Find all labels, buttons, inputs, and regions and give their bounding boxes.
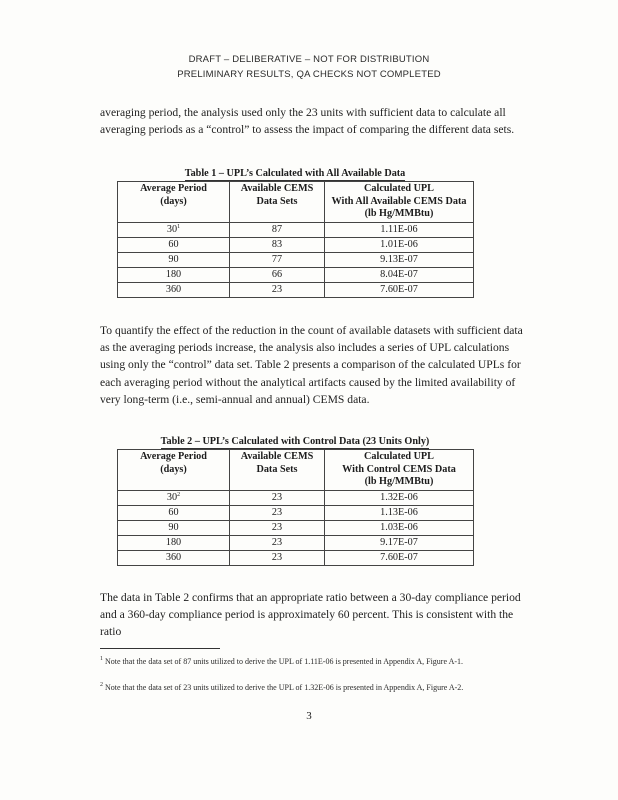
table-cell-sets: 83 [230,237,325,252]
page-number: 3 [306,710,312,722]
table-1-header-period: Average Period (days) [118,182,230,223]
table-cell-sets: 77 [230,252,325,267]
table-cell-upl: 9.13E-07 [325,252,474,267]
header-line-1: DRAFT – DELIBERATIVE – NOT FOR DISTRIBUTION [188,54,430,65]
table-row [118,237,474,252]
paragraph-2: To quantify the effect of the reduction in the count of available datasets with sufficient data as the averaging periods increase, the analysis also includes a series of UPL calculations using only the “control” data set. Table 2 presents a comparison of the calculated UPLs for each averaging period without the analytical artifacts caused by the limited availability of very long-term (i.e., semi-annual and annual) CEMS data. [100,324,523,406]
table-row [118,267,474,282]
footnote-1-marker: 1 [100,656,103,662]
table-cell-upl: 8.04E-07 [325,267,474,282]
table-cell-sets: 87 [230,222,325,237]
table-row [118,520,474,535]
table-cell-upl: 1.13E-06 [325,505,474,520]
table-cell-period: 60 [118,505,230,520]
table-2-header-upl: Calculated UPL With Control CEMS Data (lb Hg/MMBtu) [325,450,474,491]
table-cell-sets: 23 [230,282,325,297]
document-header [0,52,618,82]
table-row [118,282,474,297]
table-cell-sets: 23 [230,535,325,550]
table-cell-upl: 1.32E-06 [325,490,474,505]
table-cell-sets: 23 [230,490,325,505]
table-2-caption: Table 2 – UPL’s Calculated with Control Data (23 Units Only) [160,436,430,447]
table-1-header-row [118,182,474,223]
table-row [118,490,474,505]
table-cell-upl: 1.11E-06 [325,222,474,237]
table-row [118,222,474,237]
table-2 [117,449,474,566]
paragraph-3: The data in Table 2 confirms that an appropriate ratio between a 30-day compliance period and a 360-day compliance period is approximately 60 percent. This is consistent with the ratio [100,591,521,639]
footnote-1 [100,657,540,667]
table-cell-upl: 7.60E-07 [325,550,474,565]
table-cell-period: 360 [118,282,230,297]
table-cell-upl: 1.03E-06 [325,520,474,535]
table-cell-sets: 23 [230,505,325,520]
table-row [118,252,474,267]
table-2-header-row [118,450,474,491]
header-line-2: PRELIMINARY RESULTS, QA CHECKS NOT COMPLETED [177,69,441,80]
table-cell-sets: 66 [230,267,325,282]
table-cell-upl: 9.17E-07 [325,535,474,550]
footnote-2-text: Note that the data set of 23 units utilized to derive the UPL of 1.32E-06 is presented in Appendix A, Figure A-2. [105,683,464,692]
table-2-header-sets: Available CEMS Data Sets [230,450,325,491]
table-cell-period: 360 [118,550,230,565]
footnote-2 [100,683,540,693]
footnote-2-marker: 2 [100,682,103,688]
table-row [118,550,474,565]
table-row [118,535,474,550]
footnote-divider [100,648,220,649]
table-cell-period: $30^2$ [118,490,230,505]
table-cell-sets: 23 [230,520,325,535]
table-cell-period: 90 [118,252,230,267]
table-cell-upl: 1.01E-06 [325,237,474,252]
table-cell-period: 180 [118,535,230,550]
table-1 [117,181,474,298]
table-1-header-upl: Calculated UPL With All Available CEMS Data (lb Hg/MMBtu) [325,182,474,223]
table-cell-period: 60 [118,237,230,252]
table-cell-period: 180 [118,267,230,282]
table-cell-upl: 7.60E-07 [325,282,474,297]
table-1-block [117,168,473,298]
table-1-caption: Table 1 – UPL’s Calculated with All Available Data [184,168,406,179]
footnote-1-text: Note that the data set of 87 units utilized to derive the UPL of 1.11E-06 is presented in Appendix A, Figure A-1. [105,657,464,666]
table-2-block [117,436,473,566]
table-2-header-period: Average Period (days) [118,450,230,491]
paragraph-1: averaging period, the analysis used only the 23 units with sufficient data to calculate all averaging periods as a “control” to assess the impact of comparing the different data sets. [100,106,515,137]
table-cell-sets: 23 [230,550,325,565]
table-cell-period: $30^1$ [118,222,230,237]
table-cell-period: 90 [118,520,230,535]
table-1-header-sets: Available CEMS Data Sets [230,182,325,223]
table-row [118,505,474,520]
